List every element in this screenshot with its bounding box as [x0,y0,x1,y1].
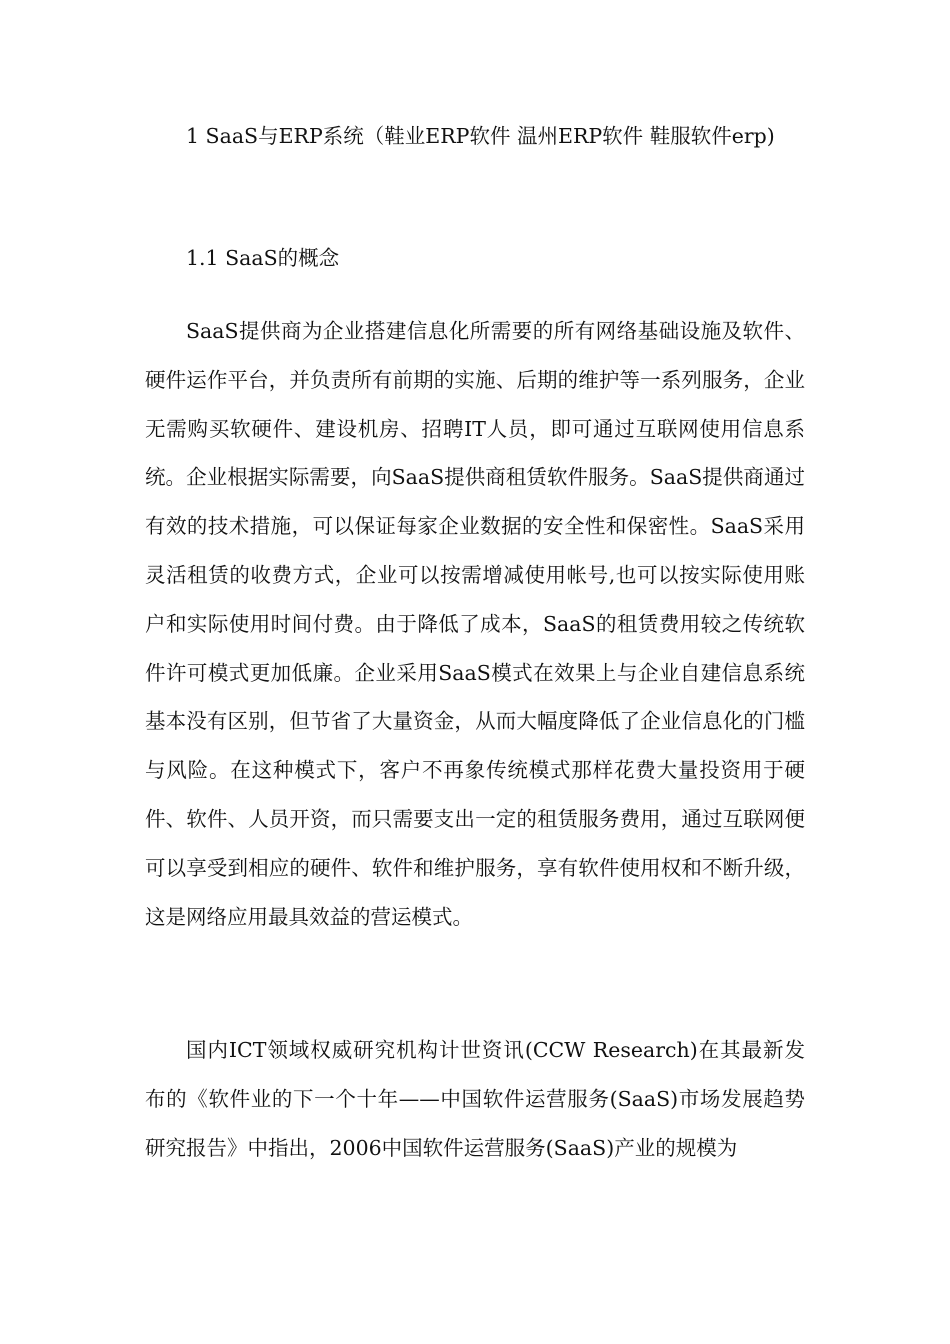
body-paragraph-market-report: 国内ICT领域权威研究机构计世资讯(CCW Research)在其最新发布的《软件业的下一个十年——中国软件运营服务(SaaS)市场发展趋势研究报告》中指出，2006中国软件运营服务(SaaS)产业的规模为 [145,1038,805,1160]
subsection-heading: 1.1 SaaS的概念 [186,246,340,270]
section-heading: 1 SaaS与ERP系统（鞋业ERP软件 温州ERP软件 鞋服软件erp) [186,124,775,148]
body-paragraph-saas-concept: SaaS提供商为企业搭建信息化所需要的所有网络基础设施及软件、硬件运作平台，并负责所有前期的实施、后期的维护等一系列服务，企业无需购买软硬件、建设机房、招聘IT人员，即可通过互联网使用信息系统。企业根据实际需要，向SaaS提供商租赁软件服务。SaaS提供商通过有效的技术措施，可以保证每家企业数据的安全性和保密性。SaaS采用灵活租赁的收费方式，企业可以按需增减使用帐号,也可以按实际使用账户和实际使用时间付费。由于降低了成本，SaaS的租赁费用较之传统软件许可模式更加低廉。企业采用SaaS模式在效果上与企业自建信息系统基本没有区别，但节省了大量资金，从而大幅度降低了企业信息化的门槛与风险。在这种模式下，客户不再象传统模式那样花费大量投资用于硬件、软件、人员开资，而只需要支出一定的租赁服务费用，通过互联网便可以享受到相应的硬件、软件和维护服务，享有软件使用权和不断升级，这是网络应用最具效益的营运模式。 [145,319,805,929]
